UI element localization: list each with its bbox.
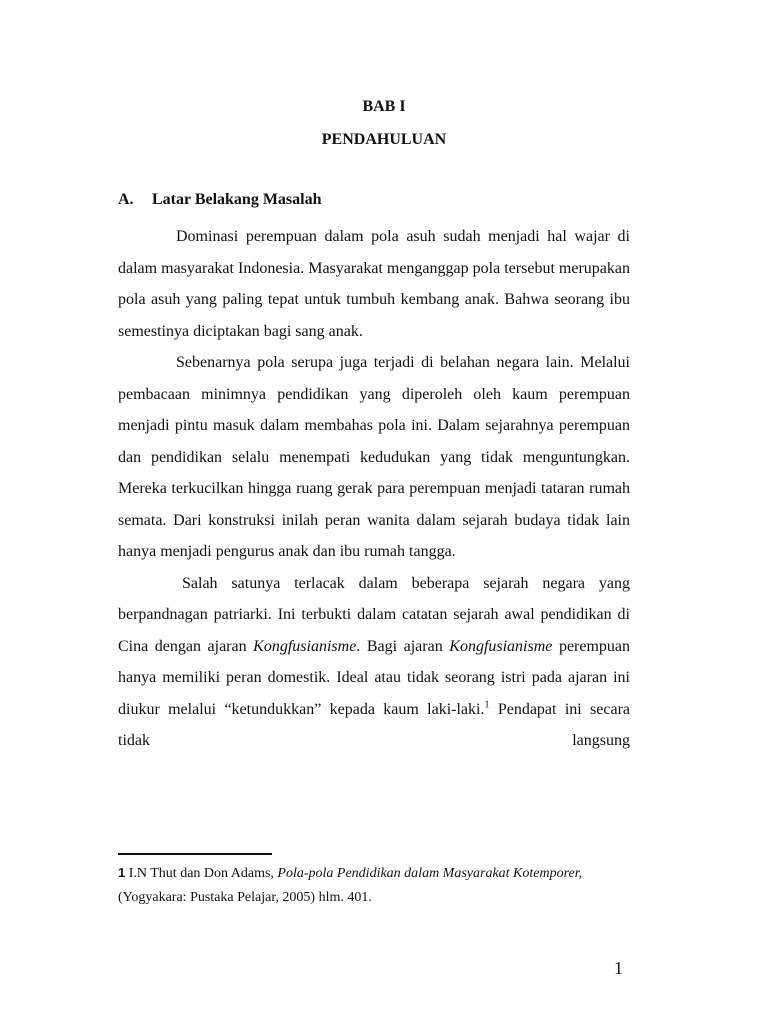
footnote-reference[interactable]: 1 [484, 699, 490, 711]
italic-term: Kongfusianisme [449, 637, 553, 655]
section-number: A. [118, 191, 134, 208]
paragraph-3-text: . Bagi ajaran [356, 637, 450, 655]
paragraph-3-text: perempuan hanya memiliki peran domestik. Ideal atau tidak seorang istri pada ajaran ini diukur melalui “ketundukkan” kepada kaum laki-laki. [118, 637, 631, 718]
paragraph-3 [118, 568, 630, 757]
paragraph-1: Dominasi perempuan dalam pola asuh sudah menjadi hal wajar di dalam masyarakat Indonesia. Masyarakat menganggap pola tersebut merupakan pola asuh yang paling tepat untuk tumbuh kembang anak. Bahwa seorang ibu semestinya diciptakan bagi sang anak. [118, 228, 630, 340]
chapter-title: PENDAHULUAN [321, 131, 447, 148]
page-number: 1 [614, 958, 623, 978]
footnote-title: Pola-pola Pendidikan dalam Masyarakat Kotemporer, [277, 866, 583, 881]
body-text [118, 221, 630, 757]
paragraph-2: Sebenarnya pola serupa juga terjadi di belahan negara lain. Melalui pembacaan minimnya pendidikan yang diperoleh oleh kaum perempuan menjadi pintu masuk dalam membahas pola ini. Dalam sejarahnya perempuan dan pendidikan selalu menempati kedudukan yang tidak menguntungkan. Mereka terkucilkan hingga ruang gerak para perempuan menjadi tataran rumah semata. Dari konstruksi inilah peran wanita dalam sejarah budaya tidak lain hanya menjadi pengurus anak dan ibu rumah tangga. [118, 354, 630, 560]
paragraph-3-text: Salah satunya terlacak dalam beberapa sejarah negara yang berpandnagan patriarki. Ini terbukti dalam catatan sejarah awal pendidikan di Cina dengan ajaran [118, 574, 630, 655]
section-heading [118, 190, 322, 210]
footnote-divider [118, 853, 272, 855]
footnote-publication: (Yogyakara: Pustaka Pelajar, 2005) hlm. 401. [118, 890, 372, 905]
paragraph-3-text: Pendapat ini secara tidak langsung [118, 700, 631, 749]
italic-term: Kongfusianisme [253, 637, 357, 655]
footnote-number: 1 [118, 865, 126, 880]
footnote [118, 861, 638, 910]
footnote-authors: I.N Thut dan Don Adams, [125, 866, 278, 881]
section-title: Latar Belakang Masalah [152, 191, 322, 208]
chapter-label: BAB I [362, 98, 406, 115]
